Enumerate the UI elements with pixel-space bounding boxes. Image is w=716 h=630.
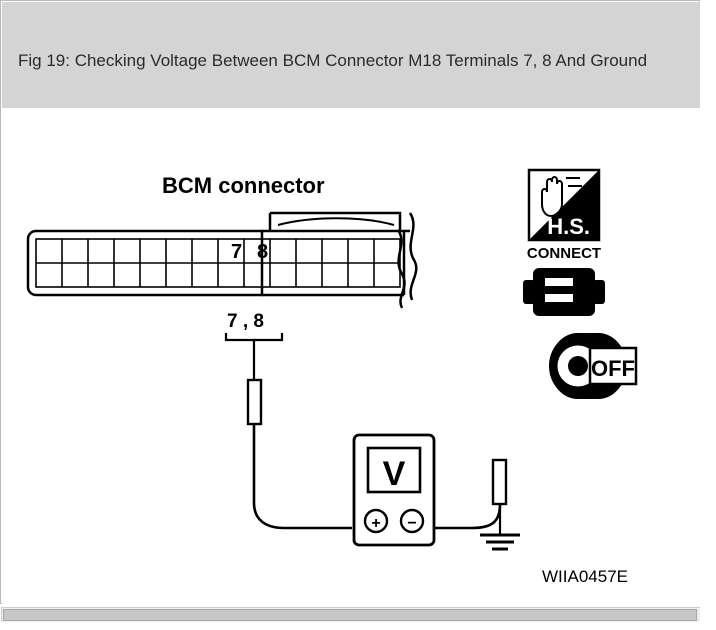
terminal-callout-bracket [226,333,282,348]
test-probe-positive [248,348,352,528]
connector-plug-icon [523,268,605,316]
ignition-off-icon [550,334,636,398]
bcm-connector-title: BCM connector [162,173,325,198]
figure-image-area [2,108,700,604]
figure-caption: Fig 19: Checking Voltage Between BCM Connector M18 Terminals 7, 8 And Ground [18,51,648,70]
meter-negative-terminal-label: − [407,515,417,532]
terminal-grid [36,239,400,287]
horizontal-scrollbar[interactable] [1,607,701,623]
wiring-diagram-svg [2,108,700,604]
right-gutter [700,0,716,630]
hs-badge-sublabel: CONNECT [526,245,602,262]
hs-badge [529,170,599,240]
figure-caption-bar [2,2,700,108]
figure-part-number: WIIA0457E [542,567,628,586]
horizontal-scrollbar-thumb[interactable] [3,609,697,621]
connector-body [28,213,416,308]
test-probe-ground [434,460,520,549]
meter-voltage-symbol: V [382,455,406,493]
meter-positive-terminal-label: + [371,515,381,532]
terminal-callout-label: 7 , 8 [227,311,264,332]
bottom-gutter [0,622,716,630]
terminal-label-7: 7 [231,241,243,263]
terminal-label-8: 8 [257,241,269,263]
ignition-off-label: OFF [591,356,635,381]
hs-badge-label: H.S. [547,214,590,239]
multimeter [354,435,434,545]
